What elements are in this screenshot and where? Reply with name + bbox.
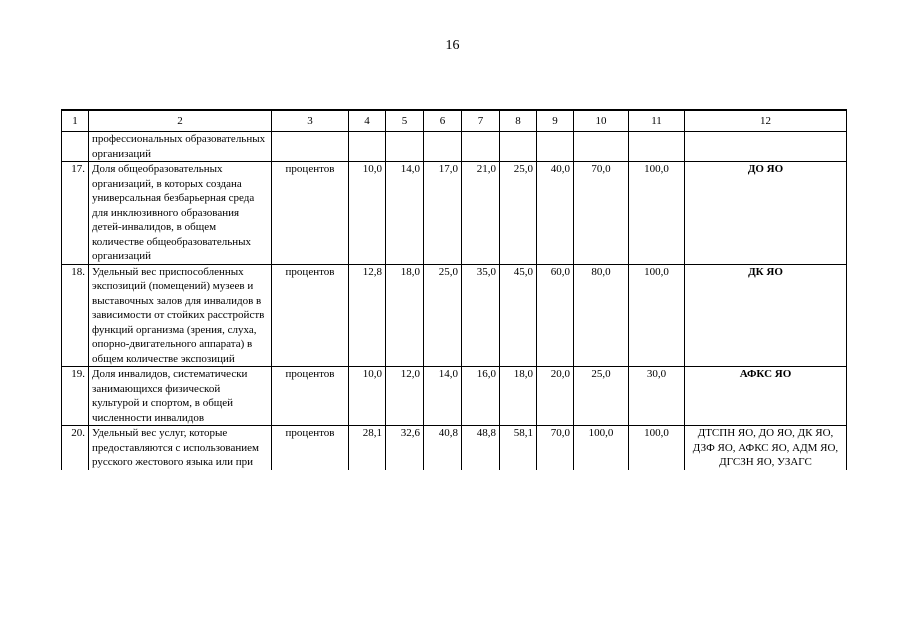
indicators-table: [61, 109, 847, 470]
value-cell: [574, 132, 629, 162]
value-cell: 28,1: [349, 426, 386, 470]
header-cell: 3: [272, 110, 349, 132]
responsible-cell: ДО ЯО: [685, 162, 847, 265]
value-cell: 80,0: [574, 264, 629, 367]
indicator-name: Доля общеобразовательных организаций, в которых создана универсальная безбарьерная среда для инклюзивного образования детей-инвалидов, в общем количестве общеобразовательных организаций: [89, 162, 272, 265]
table-row: [62, 367, 847, 426]
value-cell: 40,0: [537, 162, 574, 265]
value-cell: [424, 132, 462, 162]
value-cell: 70,0: [537, 426, 574, 470]
responsible-cell: [685, 132, 847, 162]
responsible-cell: АФКС ЯО: [685, 367, 847, 426]
value-cell: [462, 132, 500, 162]
row-number: 20.: [62, 426, 89, 470]
value-cell: 10,0: [349, 367, 386, 426]
row-number: 17.: [62, 162, 89, 265]
unit-cell: процентов: [272, 367, 349, 426]
table-row: [62, 132, 847, 162]
value-cell: 58,1: [500, 426, 537, 470]
unit-cell: процентов: [272, 162, 349, 265]
indicator-name: профессиональных образовательных организаций: [89, 132, 272, 162]
value-cell: 25,0: [424, 264, 462, 367]
value-cell: 25,0: [500, 162, 537, 265]
value-cell: 18,0: [500, 367, 537, 426]
row-number: [62, 132, 89, 162]
header-cell: 4: [349, 110, 386, 132]
header-cell: 9: [537, 110, 574, 132]
unit-cell: [272, 132, 349, 162]
header-cell: 2: [89, 110, 272, 132]
value-cell: 20,0: [537, 367, 574, 426]
value-cell: 48,8: [462, 426, 500, 470]
value-cell: 32,6: [386, 426, 424, 470]
value-cell: [386, 132, 424, 162]
header-cell: 1: [62, 110, 89, 132]
value-cell: 17,0: [424, 162, 462, 265]
indicator-name: Удельный вес услуг, которые предоставляются с использованием русского жестового языка или при: [89, 426, 272, 470]
value-cell: 30,0: [629, 367, 685, 426]
value-cell: 12,8: [349, 264, 386, 367]
value-cell: 21,0: [462, 162, 500, 265]
value-cell: 70,0: [574, 162, 629, 265]
row-number: 18.: [62, 264, 89, 367]
header-cell: 12: [685, 110, 847, 132]
header-cell: 11: [629, 110, 685, 132]
indicator-name: Удельный вес приспособленных экспозиций (помещений) музеев и выставочных залов для инвалидов в зависимости от стойких расстройств функций организма (зрения, слуха, опорно-двигательного аппарата) в общем количестве экспозиций: [89, 264, 272, 367]
value-cell: 40,8: [424, 426, 462, 470]
value-cell: 14,0: [424, 367, 462, 426]
responsible-cell: ДТСПН ЯО, ДО ЯО, ДК ЯО, ДЗФ ЯО, АФКС ЯО, АДМ ЯО, ДГСЗН ЯО, УЗАГС: [685, 426, 847, 470]
header-cell: 7: [462, 110, 500, 132]
table-row: [62, 162, 847, 265]
table-row: [62, 264, 847, 367]
value-cell: 35,0: [462, 264, 500, 367]
value-cell: 60,0: [537, 264, 574, 367]
header-cell: 6: [424, 110, 462, 132]
value-cell: [500, 132, 537, 162]
value-cell: 45,0: [500, 264, 537, 367]
table-row: [62, 426, 847, 470]
unit-cell: процентов: [272, 426, 349, 470]
header-cell: 8: [500, 110, 537, 132]
header-cell: 5: [386, 110, 424, 132]
indicator-name: Доля инвалидов, систематически занимающихся физической культурой и спортом, в общей численности инвалидов: [89, 367, 272, 426]
row-number: 19.: [62, 367, 89, 426]
value-cell: 25,0: [574, 367, 629, 426]
responsible-cell: ДК ЯО: [685, 264, 847, 367]
value-cell: 10,0: [349, 162, 386, 265]
page-number: 16: [445, 38, 460, 53]
header-cell: 10: [574, 110, 629, 132]
value-cell: [537, 132, 574, 162]
value-cell: 100,0: [629, 264, 685, 367]
value-cell: [629, 132, 685, 162]
value-cell: [349, 132, 386, 162]
value-cell: 100,0: [574, 426, 629, 470]
value-cell: 16,0: [462, 367, 500, 426]
value-cell: 100,0: [629, 162, 685, 265]
value-cell: 14,0: [386, 162, 424, 265]
value-cell: 12,0: [386, 367, 424, 426]
value-cell: 18,0: [386, 264, 424, 367]
unit-cell: процентов: [272, 264, 349, 367]
table-header-row: [62, 110, 847, 132]
value-cell: 100,0: [629, 426, 685, 470]
